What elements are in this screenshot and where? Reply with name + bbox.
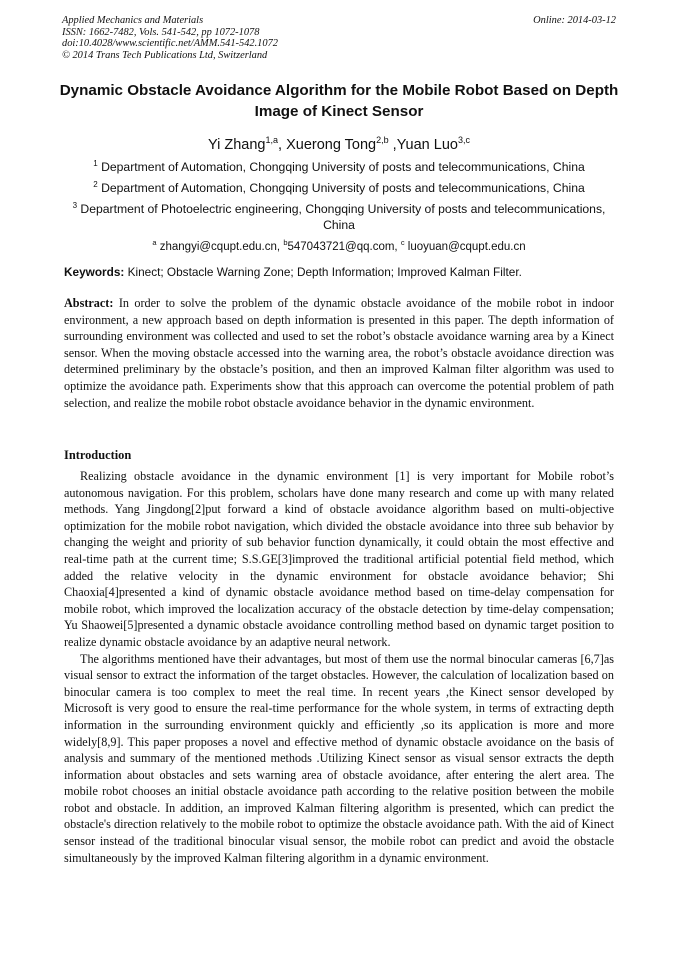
affiliation-text: Department of Photoelectric engineering, Chongqing University of posts and telecommunications, China xyxy=(80,202,606,232)
online-date: Online: 2014-03-12 xyxy=(533,15,616,26)
author-name: Yi Zhang xyxy=(208,136,266,153)
affiliation xyxy=(60,156,618,176)
doi-line: doi:10.4028/www.scientific.net/AMM.541-542.1072 xyxy=(62,38,278,50)
email-address[interactable]: luoyuan@cqupt.edu.cn xyxy=(407,240,526,253)
keywords xyxy=(64,265,618,280)
keywords-text: Kinect; Obstacle Warning Zone; Depth Information; Improved Kalman Filter. xyxy=(127,265,522,279)
author-separator: , xyxy=(388,136,397,153)
affiliation-text: Department of Automation, Chongqing University of posts and telecommunications, China xyxy=(101,160,585,175)
keywords-label: Keywords: xyxy=(64,265,125,279)
affiliation-number: 2 xyxy=(93,180,98,189)
paper-title: Dynamic Obstacle Avoidance Algorithm for the Mobile Robot Based on Depth Image of Kinect Sensor xyxy=(59,82,619,120)
section-heading-introduction: Introduction xyxy=(64,448,132,462)
author-list xyxy=(40,131,638,154)
author-name: Xuerong Tong xyxy=(286,136,377,153)
paragraph: The algorithms mentioned have their advantages, but most of them use the normal binocular cameras [6,7]as visual sensor to extract the information of the target obstacles. However, the calculation of localization based on binocular camera is too complex to meet the real time. In recent years ,the Kinect sensor developed by Microsoft is very good to ensure the real-time performance for the whole system, in terms of extracting depth information in the surrounding environment quickly and efficiently ,so its application is more and more widely[8,9]. This paper proposes a novel and effective method of dynamic obstacle avoidance on the basis of analysis and summary of the mentioned methods .Utilizing Kinect sensor as visual sensor extracts the depth information about obstacles and sets warning area of obstacle avoidance, after entering the alert area. The mobile robot chooses an initial obstacle avoidance path according to the relative position between the mobile robot and obstacle. In addition, an improved Kalman filtering algorithm is presented, which can predict the obstacle's direction relatively to the mobile robot to optimize the obstacle avoidance path. With the aid of Kinect sensor instead of the traditional binocular visual sensor, the mobile robot can predict and avoid the obstacle simultaneously by the improved Kalman filtering algorithm in a dynamic environment. xyxy=(64,651,614,865)
email-address[interactable]: 547043721@qq.com, xyxy=(287,240,398,253)
paragraph: Realizing obstacle avoidance in the dynamic environment [1] is very important for Mobile robot’s autonomous navigation. For this problem, scholars have done many research and come up with many related methods. Yang Jingdong[2]put forward a kind of obstacle avoidance algorithm based on multi-objective optimization for the mobile robot navigation, which divided the obstacle avoidance into three sub behavior by changing the weight and priority of sub behavior function dynamically, it could obtain the most effective and real-time path at the current time; S.S.GE[3]improved the traditional artificial potential field method, which added the relative velocity in the dynamic environment for obstacle avoidance behavior; Shi Chaoxia[4]presented a kind of dynamic obstacle avoidance method based on time-delay compensation for mobile robot, which improved the localization accuracy of the obstacle detection by time-delay compensation; Yu Shaowei[5]presented a dynamic obstacle avoidance controlling method based on dynamic target position to realize dynamic obstacle avoidance by an adaptive neural network. xyxy=(64,469,614,649)
affiliation-text: Department of Automation, Chongqing University of posts and telecommunications, China xyxy=(101,181,585,196)
email-marker: a xyxy=(152,238,157,247)
copyright-line: © 2014 Trans Tech Publications Ltd, Switzerland xyxy=(62,49,268,61)
email-list xyxy=(60,235,618,255)
abstract-label: Abstract: xyxy=(64,296,114,310)
author-name: Yuan Luo xyxy=(396,136,458,153)
journal-header xyxy=(62,15,616,61)
affiliation xyxy=(60,198,618,233)
author-affiliation-marker: 2,b xyxy=(376,135,389,145)
affiliation-number: 1 xyxy=(93,159,98,168)
author-affiliation-marker: 1,a xyxy=(265,135,279,145)
affiliation-number: 3 xyxy=(72,201,78,210)
journal-name: Applied Mechanics and Materials xyxy=(62,15,204,26)
affiliation xyxy=(60,177,618,197)
email-marker: c xyxy=(400,238,405,247)
email-address[interactable]: zhangyi@cqupt.edu.cn, xyxy=(159,240,281,253)
author-affiliation-marker: 3,c xyxy=(457,135,470,145)
issn-line: ISSN: 1662-7482, Vols. 541-542, pp 1072-1078 xyxy=(62,26,260,38)
abstract-text: In order to solve the problem of the dynamic obstacle avoidance of the mobile robot in indoor environment, a new approach based on depth information is presented in this paper. The depth information of surrounding environment was collected and used to set the robot’s obstacle avoidance warning area by a Kinect sensor. When the moving obstacle accessed into the warning area, the robot’s obstacle avoidance direction was determined preliminary by the obstacle’s position, and then an improved Kalman filter algorithm was used to optimize the avoidance path. Experiments show that this approach can overcome the potential problem of path selection, and realize the mobile robot obstacle avoidance behavior in the dynamic environment. xyxy=(64,296,614,410)
introduction-body xyxy=(64,468,614,866)
author-separator: , xyxy=(278,136,287,153)
abstract xyxy=(64,295,614,411)
email-marker: b xyxy=(283,238,288,247)
